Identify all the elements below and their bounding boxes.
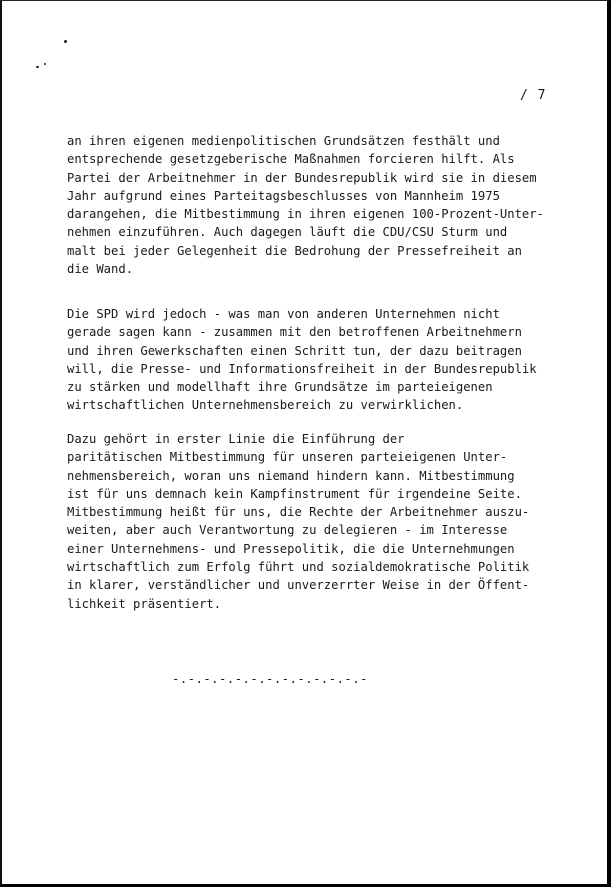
text-line: nehmensbereich, woran uns niemand hindern kann. Mitbestimmung	[67, 468, 515, 483]
paragraph-1	[67, 132, 544, 278]
text-line: Dazu gehört in erster Linie die Einführung der	[67, 432, 405, 446]
text-line: an ihren eigenen medienpolitischen Grundsätzen festhält und	[67, 134, 500, 148]
text-line: einer Unternehmens- und Pressepolitik, die die Unternehmungen	[67, 541, 515, 556]
scan-speck	[44, 63, 46, 65]
paragraph-2	[67, 305, 537, 415]
text-line: nehmen einzuführen. Auch dagegen läuft die CDU/CSU Sturm und	[67, 225, 508, 240]
text-line: ist für uns demnach kein Kampfinstrument für irgendeine Seite.	[67, 486, 522, 501]
text-line: wirtschaftlich zum Erfolg führt und sozialdemokratische Politik	[67, 560, 530, 575]
text-line: Mitbestimmung heißt für uns, die Rechte der Arbeitnehmer auszu-	[67, 505, 530, 520]
text-line: Partei der Arbeitnehmer in der Bundesrepublik wird sie in diesem	[67, 170, 537, 185]
paragraph-3	[67, 430, 529, 613]
scan-speck	[64, 40, 67, 43]
text-line: gerade sagen kann - zusammen mit den betroffenen Arbeitnehmern	[67, 325, 522, 340]
text-line: Jahr aufgrund eines Parteitagsbeschlusses von Mannheim 1975	[67, 188, 500, 203]
text-line: paritätischen Mitbestimmung für unseren parteieigenen Unter-	[67, 450, 508, 465]
text-line: will, die Presse- und Informationsfreiheit in der Bundesrepublik	[67, 361, 537, 376]
text-line: weiten, aber auch Verantwortung zu delegieren - im Interesse	[67, 523, 508, 538]
text-line: darangehen, die Mitbestimmung in ihren eigenen 100-Prozent-Unter-	[67, 207, 544, 222]
text-line: und ihren Gewerkschaften einen Schritt tun, der dazu beitragen	[67, 343, 522, 358]
scan-speck	[36, 66, 39, 68]
text-line: lichkeit präsentiert.	[67, 596, 222, 611]
text-line: Die SPD wird jedoch - was man von anderen Unternehmen nicht	[67, 307, 500, 321]
text-line: die Wand.	[67, 262, 134, 277]
end-separator: -.-.-.-.-.-.-.-.-.-.-.-.-	[172, 672, 368, 686]
text-line: malt bei jeder Gelegenheit die Bedrohung der Pressefreiheit an	[67, 243, 522, 258]
text-line: in klarer, verständlicher und unverzerrter Weise in der Öffent-	[67, 578, 530, 593]
text-line: entsprechende gesetzgeberische Maßnahmen forcieren hilft. Als	[67, 152, 515, 167]
page-number: / 7	[520, 88, 547, 103]
text-line: wirtschaftlichen Unternehmensbereich zu verwirklichen.	[67, 398, 464, 413]
text-line: zu stärken und modellhaft ihre Grundsätze im parteieigenen	[67, 380, 493, 395]
